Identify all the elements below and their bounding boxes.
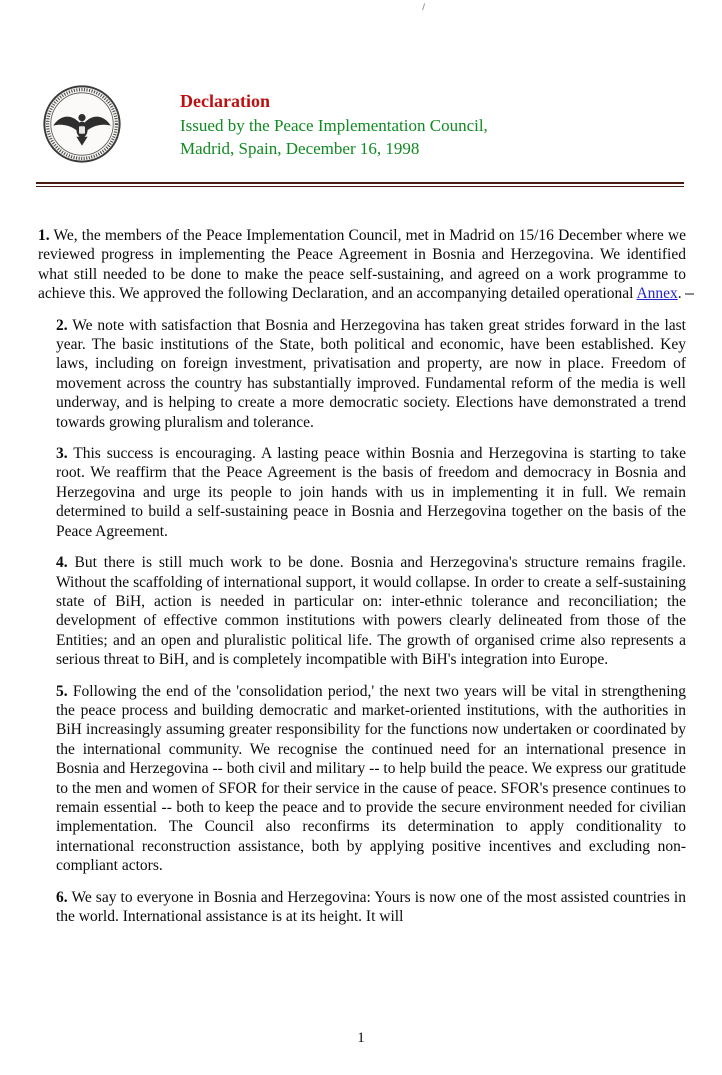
document-subtitle-line1: Issued by the Peace Implementation Council, [180, 116, 488, 135]
paragraph-number: 1. [38, 227, 50, 244]
document-body [38, 226, 686, 938]
paragraph-text: We, the members of the Peace Implementation Council, met in Madrid on 15/16 December where we reviewed progress in implementing the Peace Agreement in Bosnia and Herzegovina. We identified what still needed to be done to make the peace self-sustaining, and agreed on a work programme to achieve this. We approved the following Declaration, and an accompanying detailed operational [38, 227, 686, 303]
paragraph-number: 2. [56, 316, 68, 334]
paragraph-5 [56, 682, 686, 876]
paragraph-number: 6. [56, 888, 68, 906]
header-divider [36, 182, 684, 187]
paragraph-text: But there is still much work to be done. Bosnia and Herzegovina's structure remains fragile. Without the scaffolding of international support, it would collapse. In order to create a self-sustaining state of BiH, action is needed in particular on: inter-ethnic tolerance and reconciliation; the development of effective common institutions with powers clearly delineated from those of the Entities; and an open and pluralistic political life. The growth of organised crime also represents a serious threat to BiH, and is completely incompatible with BiH's integration into Europe. [56, 554, 686, 669]
scan-artifact-dash [685, 293, 694, 295]
paragraph-number: 4. [56, 554, 68, 572]
document-subtitle-line2: Madrid, Spain, December 16, 1998 [180, 139, 420, 158]
paragraph-number: 3. [56, 445, 68, 463]
great-seal-icon [42, 84, 122, 164]
document-title: Declaration [180, 91, 270, 111]
paragraph-4 [56, 553, 686, 669]
paragraph-text: Following the end of the 'consolidation period,' the next two years will be vital in strengthening the peace process and building democratic and market-oriented institutions, with the authorities in BiH increasingly assuming greater responsibility for the functions now undertaken or coordinated by the international community. We recognise the continued need for an international presence in Bosnia and Herzegovina -- both civil and military -- to help build the peace. We express our gratitude to the men and women of SFOR for their service in the cause of peace. SFOR's presence continues to remain essential -- both to keep the peace and to provide the secure environment needed for civilian implementation. The Council also reconfirms its determination to apply conditionality to international reconstruction assistance, both by applying positive incentives and excluding non-compliant actors. [56, 682, 686, 875]
page-number: 1 [357, 1030, 365, 1046]
paragraph-text: This success is encouraging. A lasting peace within Bosnia and Herzegovina is starting to take root. We reaffirm that the Peace Agreement is the basis of freedom and democracy in Bosnia and Herzegovina and urge its people to join hands with us in implementing it in full. We remain determined to build a self-sustaining peace in Bosnia and Herzegovina together on the basis of the Peace Agreement. [56, 445, 686, 540]
paragraph-6 [56, 888, 686, 927]
annex-link[interactable]: Annex [636, 285, 678, 303]
paragraph-2 [56, 316, 686, 432]
paragraph-text: We note with satisfaction that Bosnia and Herzegovina has taken great strides forward in the last year. The basic institutions of the State, both political and economic, have been established. Key laws, including on foreign investment, privatisation and property, are now in place. Freedom of movement across the country has substantially improved. Fundamental reform of the media is well underway, and is helping to create a more democratic society. Elections have demonstrated a trend towards growing pluralism and tolerance. [56, 316, 686, 431]
paragraph-text: We say to everyone in Bosnia and Herzegovina: Yours is now one of the most assisted countries in the world. International assistance is at its height. It will [56, 888, 686, 925]
paragraph-3 [56, 444, 686, 541]
paragraph-number: 5. [56, 682, 68, 700]
paragraph-1 [38, 226, 686, 304]
paragraph-text-after-link: . [677, 285, 682, 303]
document-header [180, 90, 488, 160]
scan-artifact-tick [422, 3, 430, 12]
